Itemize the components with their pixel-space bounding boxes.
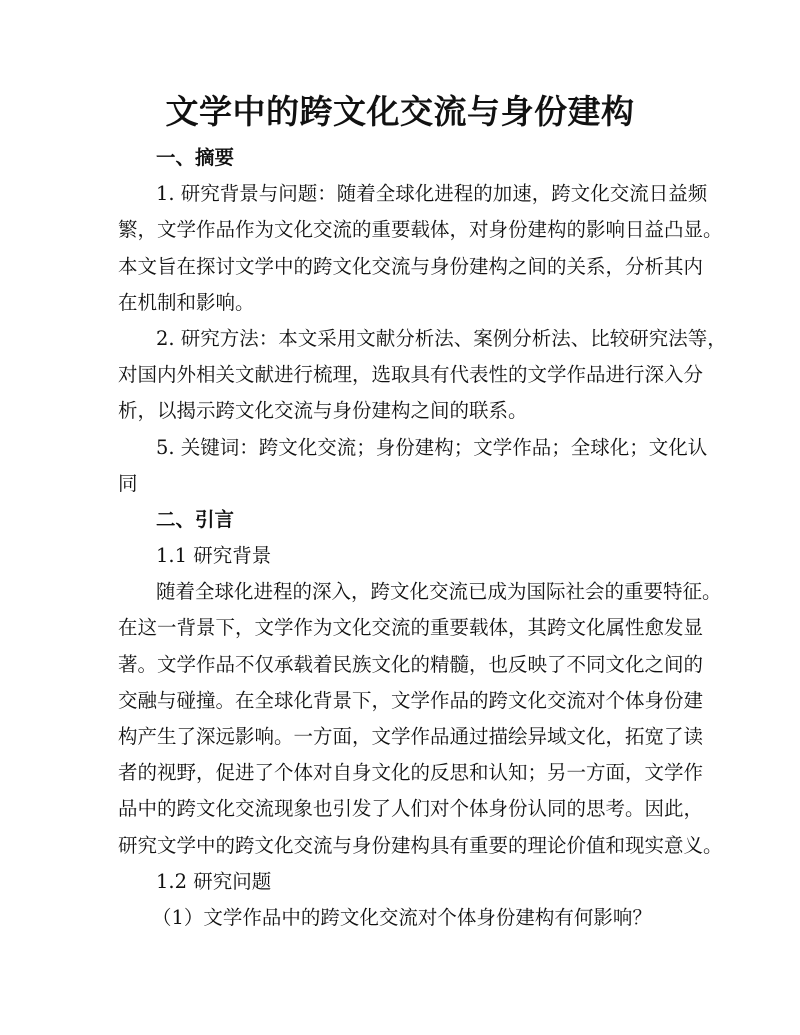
- paragraph-line: 析，以揭示跨文化交流与身份建构之间的联系。: [118, 399, 528, 423]
- paragraph-line: （1）文学作品中的跨文化交流对个体身份建构有何影响？: [152, 905, 652, 929]
- paragraph-line: 交融与碰撞。在全球化背景下，文学作品的跨文化交流对个体身份建: [118, 688, 704, 712]
- paragraph-line: 繁，文学作品作为文化交流的重要载体，对身份建构的影响日益凸显。: [118, 218, 723, 242]
- paragraph-line: 研究文学中的跨文化交流与身份建构具有重要的理论价值和现实意义。: [118, 833, 723, 857]
- document-body: [118, 140, 727, 936]
- paragraph-line: 随着全球化进程的深入，跨文化交流已成为国际社会的重要特征。: [156, 580, 722, 604]
- page-title: 文学中的跨文化交流与身份建构: [165, 92, 635, 131]
- paragraph-line: 者的视野，促进了个体对自身文化的反思和认知；另一方面，文学作: [118, 761, 704, 785]
- paragraph-line: 本文旨在探讨文学中的跨文化交流与身份建构之间的关系，分析其内: [118, 254, 704, 278]
- paragraph-line: 5. 关键词：跨文化交流；身份建构；文学作品；全球化；文化认: [156, 435, 708, 459]
- paragraph-line: 在这一背景下，文学作为文化交流的重要载体，其跨文化属性愈发显: [118, 616, 704, 640]
- subsection-heading: 1.2 研究问题: [156, 869, 272, 893]
- paragraph-line: 构产生了深远影响。一方面，文学作品通过描绘异域文化，拓宽了读: [118, 725, 704, 748]
- paragraph-line: 在机制和影响。: [118, 290, 255, 314]
- paragraph-line: 品中的跨文化交流现象也引发了人们对个体身份认同的思考。因此，: [118, 797, 704, 821]
- section-heading-introduction: 二、引言: [156, 507, 235, 531]
- paragraph-line: 对国内外相关文献进行梳理，选取具有代表性的文学作品进行深入分: [118, 363, 704, 387]
- paragraph-line: 2. 研究方法：本文采用文献分析法、案例分析法、比较研究法等，: [156, 326, 727, 350]
- paragraph-line: 1. 研究背景与问题：随着全球化进程的加速，跨文化交流日益频: [156, 182, 708, 206]
- section-heading-abstract: 一、摘要: [156, 146, 235, 169]
- paragraph-line: 著。文学作品不仅承载着民族文化的精髓，也反映了不同文化之间的: [118, 652, 704, 676]
- subsection-heading: 1.1 研究背景: [156, 544, 272, 568]
- paragraph-line: 同: [118, 471, 138, 495]
